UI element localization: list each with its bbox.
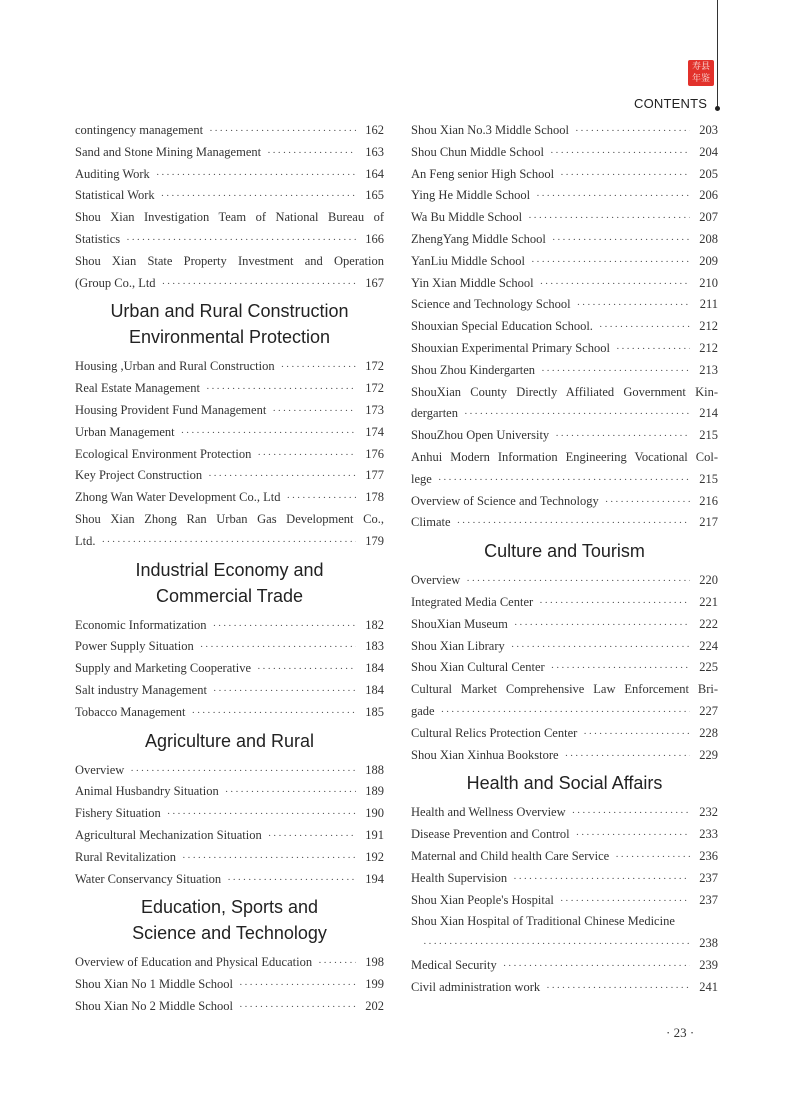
entry-page: 228 [699, 725, 718, 740]
leader-dots [616, 339, 690, 361]
entry-page: 236 [699, 848, 718, 863]
entry-page: 221 [699, 594, 718, 609]
leader-dots [539, 593, 690, 615]
entry-title: Health and Wellness Overview [411, 805, 566, 820]
entry-title-line2: lege [411, 471, 432, 486]
entry-page: 184 [365, 661, 384, 676]
leader-dots [551, 658, 690, 680]
leader-dots [541, 361, 690, 383]
heading-line: Culture and Tourism [484, 541, 645, 562]
leader-dots [239, 997, 356, 1019]
leader-dots [225, 782, 356, 804]
section-heading-industrial-economy [75, 557, 384, 609]
leader-dots [209, 121, 356, 143]
entry-page: 167 [365, 275, 384, 290]
entry-title: Shou Zhou Kindergarten [411, 362, 536, 377]
entry-title: Supply and Marketing Cooperative [75, 661, 252, 676]
leader-dots [575, 121, 690, 143]
toc-entry[interactable] [411, 491, 718, 513]
toc-entry[interactable] [75, 996, 384, 1018]
toc-entry[interactable] [411, 142, 718, 164]
entry-title: Shouxian Experimental Primary School [411, 340, 610, 355]
leader-dots [464, 404, 690, 426]
toc-entry[interactable] [411, 120, 718, 142]
entry-title: Real Estate Management [75, 381, 200, 396]
leader-dots [615, 847, 690, 869]
entry-title: Overview of Education and Physical Education [75, 955, 313, 970]
entry-page: 173 [365, 402, 384, 417]
section-heading-urban-rural [75, 298, 384, 350]
header-rule-dot [715, 106, 720, 111]
entry-title: Fishery Situation [75, 806, 161, 821]
toc-entry[interactable] [75, 164, 384, 186]
heading-line: Commercial Trade [155, 585, 304, 606]
entry-page: 216 [699, 493, 718, 508]
leader-dots [101, 532, 356, 554]
entry-page: 210 [699, 275, 718, 290]
entry-title: Overview [75, 762, 125, 777]
toc-entry[interactable] [75, 781, 384, 803]
entry-page: 238 [699, 936, 718, 951]
entry-page: 178 [365, 490, 384, 505]
entry-title: Integrated Media Center [411, 594, 534, 609]
entry-title: Yin Xian Middle School [411, 275, 534, 290]
entry-page: 214 [699, 406, 718, 421]
entry-page: 190 [365, 806, 384, 821]
entry-title: Agricultural Mechanization Situation [75, 827, 262, 842]
entry-page: 194 [365, 871, 384, 886]
entry-page: 176 [365, 446, 384, 461]
entry-page: 237 [699, 892, 718, 907]
leader-dots [540, 274, 690, 296]
leader-dots [272, 401, 356, 423]
toc-entry[interactable] [411, 294, 718, 316]
leader-dots [457, 513, 690, 535]
leader-dots [511, 637, 690, 659]
entry-title: Climate [411, 515, 451, 530]
toc-entry-wrapped[interactable] [411, 382, 718, 426]
leader-dots [286, 488, 356, 510]
toc-entry[interactable] [75, 803, 384, 825]
toc-entry[interactable] [75, 658, 384, 680]
entry-title: Shou Xian No.3 Middle School [411, 123, 569, 137]
entry-page: 177 [365, 468, 384, 483]
heading-line: Science and Technology [132, 923, 327, 944]
contents-label: CONTENTS [634, 96, 708, 111]
heading-line: Industrial Economy and [135, 559, 324, 580]
leader-dots [130, 761, 356, 783]
toc-entry-wrapped[interactable] [75, 509, 384, 553]
toc-entry[interactable] [411, 570, 718, 592]
entry-page: 184 [365, 682, 384, 697]
toc-entry-wrapped[interactable] [411, 679, 718, 723]
entry-title: Auditing Work [75, 166, 150, 181]
toc-entry[interactable] [411, 955, 718, 977]
entry-page: 204 [699, 144, 718, 159]
leader-dots [182, 848, 356, 870]
toc-entry[interactable] [75, 974, 384, 996]
entry-page: 183 [365, 639, 384, 654]
entry-page: 179 [365, 533, 384, 548]
toc-entry[interactable] [411, 207, 718, 229]
toc-entry[interactable] [411, 185, 718, 207]
entry-title: Salt industry Management [75, 682, 207, 697]
toc-entry[interactable] [411, 723, 718, 745]
leader-dots [239, 975, 356, 997]
toc-entry[interactable] [75, 422, 384, 444]
entry-title: ShouXian Museum [411, 616, 508, 631]
leader-dots [192, 703, 356, 725]
entry-title-line2: gade [411, 703, 435, 718]
entry-page: 233 [699, 827, 718, 842]
toc-entry[interactable] [75, 702, 384, 724]
entry-page: 191 [365, 827, 384, 842]
leader-dots [438, 470, 690, 492]
entry-page: 212 [699, 319, 718, 334]
toc-entry-wrapped[interactable] [411, 447, 718, 491]
entry-page: 188 [365, 762, 384, 777]
leader-dots [200, 637, 356, 659]
toc-entry[interactable] [75, 615, 384, 637]
entry-page: 166 [365, 231, 384, 246]
entry-title: Power Supply Situation [75, 639, 194, 654]
section-heading-culture-tourism [411, 538, 718, 564]
toc-entry[interactable] [75, 185, 384, 207]
leader-dots [466, 571, 690, 593]
seal-text: 寿县年鉴 [691, 62, 710, 84]
entry-title: Key Project Construction [75, 468, 203, 483]
leader-dots [531, 252, 690, 274]
entry-title-line1: Shou Xian Investigation Team of National Bureau of [75, 210, 384, 225]
seal-icon [688, 60, 714, 86]
toc-entry[interactable] [411, 316, 718, 338]
leader-dots [318, 953, 356, 975]
entry-page: 182 [365, 617, 384, 632]
leader-dots [161, 186, 356, 208]
toc-left-column [75, 120, 384, 1018]
entry-page: 227 [699, 703, 718, 718]
entry-title: Shou Xian People's Hospital [411, 892, 554, 907]
toc-entry-wrapped[interactable] [411, 911, 718, 955]
leader-dots [583, 724, 690, 746]
leader-dots [550, 143, 690, 165]
leader-dots [268, 826, 356, 848]
entry-title: Zhong Wan Water Development Co., Ltd [75, 490, 281, 505]
leader-dots [156, 165, 356, 187]
toc-entry[interactable] [75, 487, 384, 509]
toc-entry[interactable] [411, 338, 718, 360]
entry-title: Animal Husbandry Situation [75, 784, 219, 799]
entry-page: 225 [699, 660, 718, 675]
heading-line: Education, Sports and [140, 897, 319, 918]
leader-dots [605, 492, 690, 514]
toc-entry[interactable] [411, 251, 718, 273]
entry-title: Economic Informatization [75, 617, 207, 632]
entry-page: 172 [365, 381, 384, 396]
entry-title-line1: Cultural Market Comprehensive Law Enforcement Bri- [411, 682, 718, 697]
toc-entry[interactable] [411, 360, 718, 382]
entry-page: 209 [699, 253, 718, 268]
entry-page: 205 [699, 166, 718, 181]
leader-dots [565, 746, 690, 768]
leader-dots [206, 379, 356, 401]
entry-page: 192 [365, 849, 384, 864]
entry-page: 232 [699, 805, 718, 820]
entry-page: 212 [699, 340, 718, 355]
leader-dots [181, 423, 356, 445]
entry-page: 208 [699, 231, 718, 246]
toc-entry[interactable] [75, 356, 384, 378]
toc-entry[interactable] [411, 425, 718, 447]
entry-page: 241 [699, 979, 718, 994]
toc-entry[interactable] [75, 680, 384, 702]
entry-page: 164 [365, 166, 384, 181]
entry-title: ShouZhou Open University [411, 428, 550, 443]
entry-page: 237 [699, 870, 718, 885]
entry-page: 220 [699, 573, 718, 588]
entry-title: Health Supervision [411, 870, 508, 885]
toc-entry[interactable] [75, 400, 384, 422]
leader-dots [441, 702, 690, 724]
entry-page: 215 [699, 471, 718, 486]
leader-dots [213, 616, 356, 638]
leader-dots [599, 317, 690, 339]
entry-title: Overview [411, 573, 461, 588]
entry-title: Water Conservancy Situation [75, 871, 222, 886]
entry-title-line2: (Group Co., Ltd [75, 275, 156, 290]
leader-dots [513, 869, 690, 891]
header-rule [717, 0, 718, 109]
entry-page: 162 [365, 123, 384, 137]
entry-title: Housing Provident Fund Management [75, 402, 267, 417]
toc-entry[interactable] [411, 846, 718, 868]
entry-title: Cultural Relics Protection Center [411, 725, 578, 740]
toc-right-column [411, 120, 718, 998]
entry-title-line2: Statistics [75, 231, 121, 246]
toc-entry[interactable] [411, 824, 718, 846]
entry-page: 207 [699, 210, 718, 225]
toc-entry[interactable] [75, 378, 384, 400]
entry-page: 206 [699, 188, 718, 203]
toc-entry[interactable] [75, 465, 384, 487]
toc-entry[interactable] [75, 869, 384, 891]
entry-title-line2: Ltd. [75, 533, 96, 548]
entry-title-line1: Shou Xian State Property Investment and Operation [75, 253, 384, 268]
toc-entry-wrapped[interactable] [75, 251, 384, 295]
entry-title: Shou Xian Cultural Center [411, 660, 545, 675]
entry-page: 163 [365, 144, 384, 159]
entry-title: YanLiu Middle School [411, 253, 526, 268]
toc-entry[interactable] [411, 890, 718, 912]
entry-title: Shou Xian No 2 Middle School [75, 998, 233, 1013]
entry-title: Wa Bu Middle School [411, 210, 523, 225]
entry-title: Sand and Stone Mining Management [75, 144, 262, 159]
entry-title-line1: Anhui Modern Information Engineering Vocational Col- [411, 449, 718, 464]
leader-dots [208, 466, 356, 488]
toc-entry[interactable] [411, 614, 718, 636]
leader-dots [423, 934, 690, 956]
toc-entry[interactable] [411, 636, 718, 658]
leader-dots [167, 804, 356, 826]
heading-line: Environmental Protection [128, 327, 331, 348]
entry-title: Ying He Middle School [411, 188, 531, 203]
toc-entry[interactable] [75, 636, 384, 658]
entry-title: Housing ,Urban and Rural Construction [75, 359, 275, 374]
leader-dots [213, 681, 356, 703]
toc-entry[interactable] [411, 657, 718, 679]
entry-title: Disease Prevention and Control [411, 827, 570, 842]
section-heading-education [75, 894, 384, 946]
toc-entry[interactable] [411, 592, 718, 614]
entry-page: 217 [699, 515, 718, 530]
entry-page: 211 [699, 297, 718, 312]
toc-entry[interactable] [75, 444, 384, 466]
toc-entry[interactable] [411, 868, 718, 890]
leader-dots [267, 143, 356, 165]
heading-line: Urban and Rural Construction [110, 301, 349, 322]
leader-dots [572, 803, 690, 825]
entry-page: 239 [699, 957, 718, 972]
toc-entry[interactable] [75, 952, 384, 974]
section-heading-health-social [411, 770, 718, 796]
entry-title: Maternal and Child health Care Service [411, 848, 610, 863]
entry-title: Civil administration work [411, 979, 541, 994]
entry-page: 213 [699, 362, 718, 377]
entry-title-line1: Shou Xian Zhong Ran Urban Gas Development Co., [75, 511, 384, 526]
toc-entry[interactable] [411, 977, 718, 999]
entry-page: 185 [365, 704, 384, 719]
entry-page: 199 [365, 977, 384, 992]
leader-dots [503, 956, 690, 978]
leader-dots [257, 445, 356, 467]
leader-dots [281, 357, 356, 379]
entry-title-line1: Shou Xian Hospital of Traditional Chinese Medicine [411, 914, 675, 929]
leader-dots [576, 825, 690, 847]
toc-entry[interactable] [75, 120, 384, 142]
entry-title: Statistical Work [75, 188, 155, 203]
toc-entry[interactable] [75, 142, 384, 164]
leader-dots [577, 295, 690, 317]
entry-title: Shou Xian No 1 Middle School [75, 977, 233, 992]
entry-title: Science and Technology School [411, 297, 571, 312]
toc-entry[interactable] [75, 825, 384, 847]
leader-dots [555, 426, 690, 448]
heading-line: Health and Social Affairs [466, 773, 663, 794]
entry-title: Overview of Science and Technology [411, 493, 599, 508]
entry-page: 189 [365, 784, 384, 799]
leader-dots [552, 230, 690, 252]
entry-title: ZhengYang Middle School [411, 231, 546, 246]
toc-entry[interactable] [411, 745, 718, 767]
leader-dots [536, 186, 690, 208]
toc-entry[interactable] [411, 229, 718, 251]
entry-title-line1: ShouXian County Directly Affiliated Government Kin- [411, 384, 718, 399]
entry-title: Medical Security [411, 957, 497, 972]
entry-page: 165 [365, 188, 384, 203]
leader-dots [162, 274, 356, 296]
leader-dots [560, 891, 690, 913]
leader-dots [514, 615, 690, 637]
section-heading-agriculture [75, 728, 384, 754]
entry-title: Shou Chun Middle School [411, 144, 544, 159]
page-number: · 23 · [666, 1025, 695, 1040]
entry-title: Tobacco Management [75, 704, 186, 719]
leader-dots [126, 230, 356, 252]
entry-page: 224 [699, 638, 718, 653]
entry-page: 203 [699, 123, 718, 137]
entry-page: 215 [699, 428, 718, 443]
toc-entry[interactable] [411, 273, 718, 295]
toc-entry[interactable] [411, 512, 718, 534]
heading-line: Agriculture and Rural [144, 730, 315, 751]
toc-entry[interactable] [75, 760, 384, 782]
toc-entry[interactable] [411, 802, 718, 824]
entry-title: Shouxian Special Education School. [411, 319, 593, 334]
entry-page: 198 [365, 955, 384, 970]
entry-title: Shou Xian Xinhua Bookstore [411, 747, 559, 762]
entry-title: An Feng senior High School [411, 166, 555, 181]
entry-title-line2: dergarten [411, 406, 458, 421]
entry-page: 174 [365, 424, 384, 439]
entry-page: 202 [365, 998, 384, 1013]
entry-title: Shou Xian Library [411, 638, 505, 653]
toc-entry[interactable] [411, 164, 718, 186]
leader-dots [257, 659, 356, 681]
leader-dots [560, 165, 690, 187]
entry-page: 229 [699, 747, 718, 762]
entry-title: Ecological Environment Protection [75, 446, 252, 461]
toc-entry-wrapped[interactable] [75, 207, 384, 251]
leader-dots [546, 978, 690, 1000]
entry-title: contingency management [75, 123, 204, 137]
entry-page: 222 [699, 616, 718, 631]
leader-dots [227, 870, 356, 892]
entry-title: Rural Revitalization [75, 849, 177, 864]
entry-title: Urban Management [75, 424, 175, 439]
toc-entry[interactable] [75, 847, 384, 869]
entry-page: 172 [365, 359, 384, 374]
leader-dots [528, 208, 690, 230]
